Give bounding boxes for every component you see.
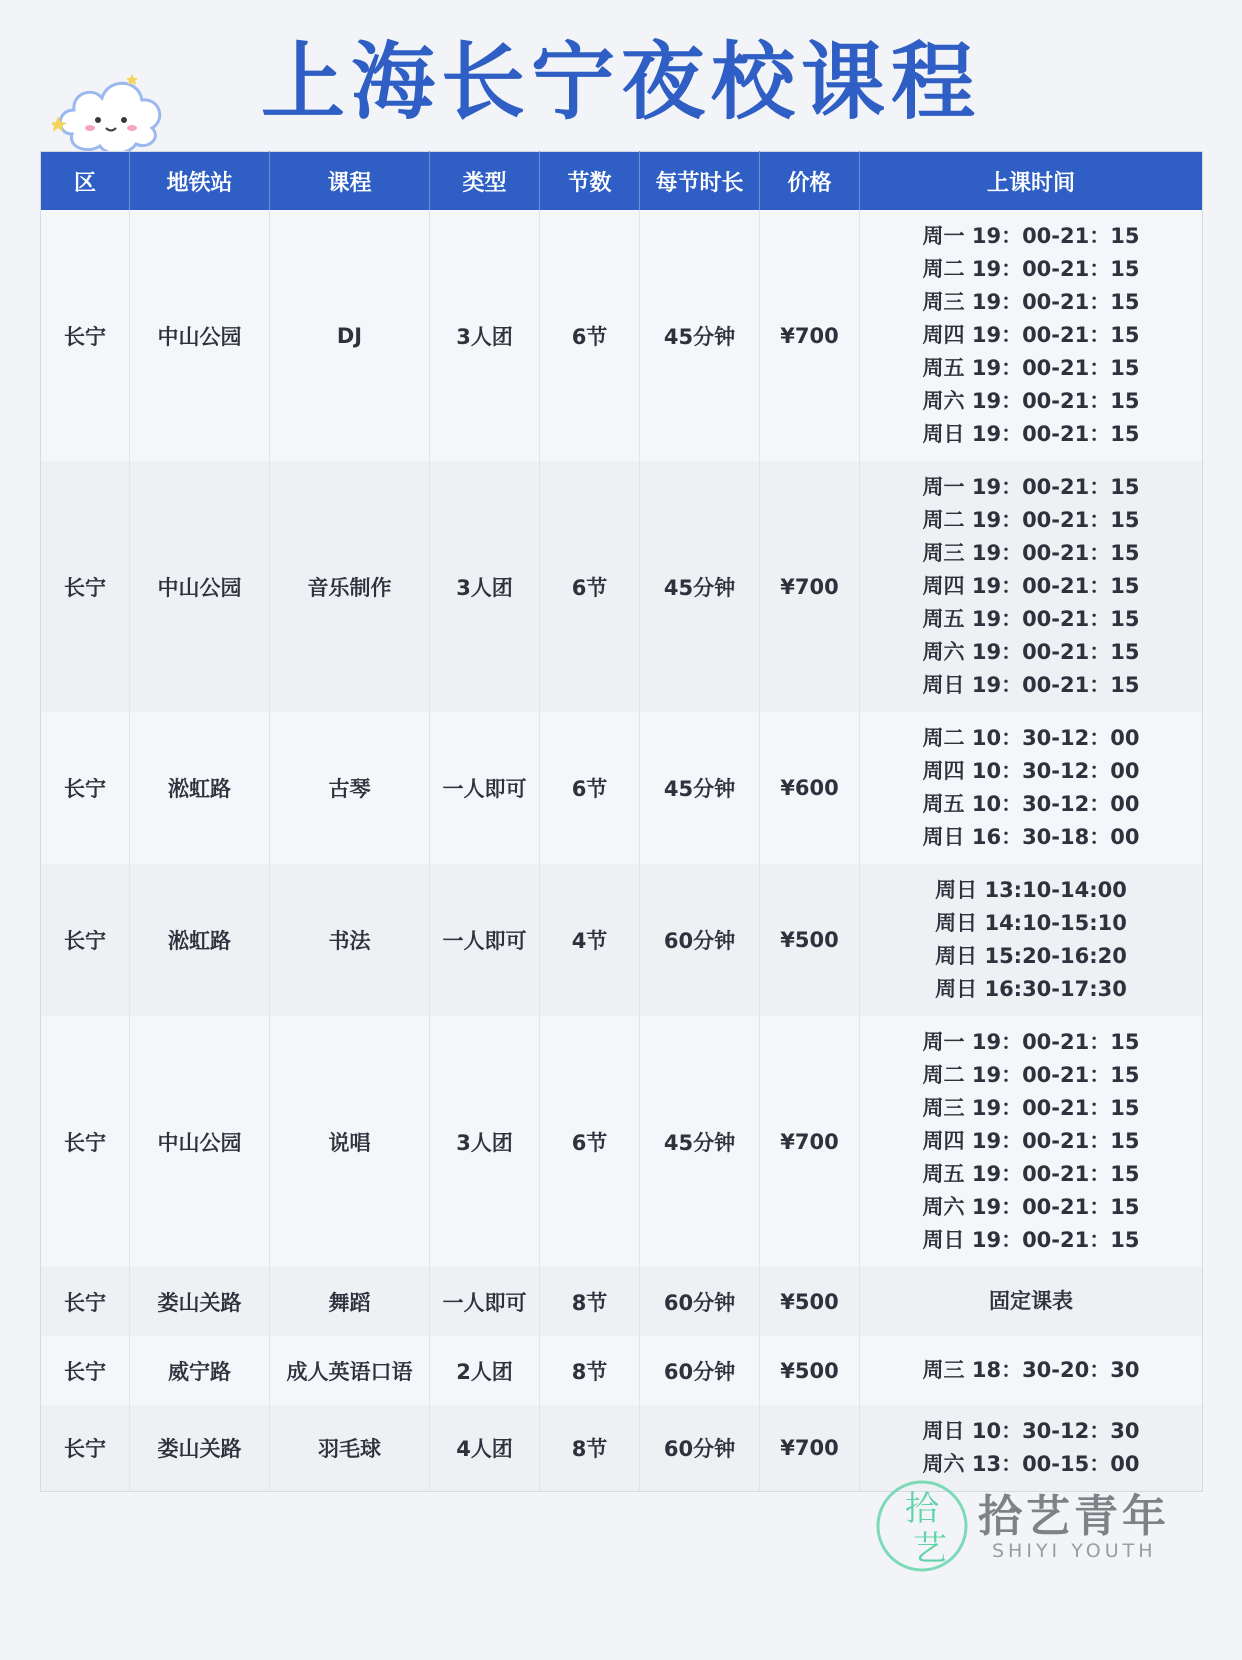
time-cell	[860, 712, 1203, 864]
time-line: 周日 10：30-12：30	[922, 1418, 1140, 1443]
table-row	[41, 864, 1203, 1016]
time-line: 周日 14:10-15:10	[935, 911, 1127, 935]
time-cell	[860, 1267, 1203, 1336]
time-line: 周六 19：00-21：15	[922, 640, 1140, 664]
table-header-row	[41, 152, 1203, 211]
type-cell: 一人即可	[430, 1267, 540, 1336]
type-cell: 3人团	[430, 210, 540, 461]
course-cell: 说唱	[270, 1016, 430, 1267]
sessions-cell: 8节	[540, 1267, 640, 1336]
type-cell: 一人即可	[430, 864, 540, 1016]
type-cell: 一人即可	[430, 712, 540, 864]
sessions-cell: 6节	[540, 210, 640, 461]
sessions-cell: 6节	[540, 461, 640, 712]
duration-cell: 60分钟	[640, 1267, 760, 1336]
time-line: 周四 10：30-12：00	[922, 759, 1140, 783]
time-line: 周五 19：00-21：15	[922, 356, 1140, 380]
brand-watermark	[872, 1474, 1192, 1584]
district-cell: 长宁	[41, 461, 130, 712]
duration-cell: 60分钟	[640, 1336, 760, 1405]
time-line: 周二 19：00-21：15	[922, 508, 1140, 532]
time-line: 周日 16：30-18：00	[922, 825, 1140, 849]
table-row	[41, 1016, 1203, 1267]
station-cell: 中山公园	[130, 1016, 270, 1267]
header-time: 上课时间	[860, 152, 1203, 211]
time-line: 固定课表	[989, 1289, 1073, 1313]
logo-char-top: 拾	[905, 1489, 939, 1529]
type-cell: 2人团	[430, 1336, 540, 1405]
time-line: 周二 19：00-21：15	[922, 1063, 1140, 1087]
course-cell: 书法	[270, 864, 430, 1016]
station-cell: 娄山关路	[130, 1405, 270, 1491]
station-cell: 中山公园	[130, 461, 270, 712]
header-type: 类型	[430, 152, 540, 211]
station-cell: 威宁路	[130, 1336, 270, 1405]
course-cell: 舞蹈	[270, 1267, 430, 1336]
time-cell	[860, 210, 1203, 461]
time-line: 周四 19：00-21：15	[922, 323, 1140, 347]
table-row	[41, 1267, 1203, 1336]
time-line: 周五 19：00-21：15	[922, 607, 1140, 631]
table-row	[41, 1336, 1203, 1405]
district-cell: 长宁	[41, 864, 130, 1016]
time-cell	[860, 1336, 1203, 1405]
brand-subtitle: SHIYI YOUTH	[992, 1540, 1157, 1562]
course-cell: 羽毛球	[270, 1405, 430, 1491]
price-cell: ¥700	[760, 1016, 860, 1267]
time-line: 周一 19：00-21：15	[922, 224, 1140, 248]
time-line: 周三 19：00-21：15	[922, 541, 1140, 565]
price-cell: ¥500	[760, 1336, 860, 1405]
price-cell: ¥600	[760, 712, 860, 864]
course-cell: 古琴	[270, 712, 430, 864]
type-cell: 3人团	[430, 461, 540, 712]
sessions-cell: 6节	[540, 712, 640, 864]
district-cell: 长宁	[41, 1016, 130, 1267]
time-line: 周日 19：00-21：15	[922, 673, 1140, 697]
time-line: 周五 19：00-21：15	[922, 1162, 1140, 1186]
time-line: 周四 19：00-21：15	[922, 1129, 1140, 1153]
time-line: 周一 19：00-21：15	[922, 1030, 1140, 1054]
district-cell: 长宁	[41, 712, 130, 864]
sessions-cell: 4节	[540, 864, 640, 1016]
course-cell: 音乐制作	[270, 461, 430, 712]
time-line: 周三 18：30-20：30	[922, 1358, 1140, 1382]
table-row	[41, 210, 1203, 461]
time-line: 周六 19：00-21：15	[922, 1195, 1140, 1219]
district-cell: 长宁	[41, 1405, 130, 1491]
station-cell: 淞虹路	[130, 712, 270, 864]
type-cell: 3人团	[430, 1016, 540, 1267]
price-cell: ¥500	[760, 1267, 860, 1336]
time-line: 周二 10：30-12：00	[922, 726, 1140, 750]
time-line: 周一 19：00-21：15	[922, 475, 1140, 499]
time-line: 周日 19：00-21：15	[922, 1228, 1140, 1252]
time-line: 周二 19：00-21：15	[922, 257, 1140, 281]
district-cell: 长宁	[41, 1336, 130, 1405]
time-line: 周日 16:30-17:30	[935, 977, 1127, 1001]
table-row	[41, 461, 1203, 712]
table-row	[41, 712, 1203, 864]
time-cell	[860, 461, 1203, 712]
time-line: 周五 10：30-12：00	[922, 792, 1140, 816]
header-station: 地铁站	[130, 152, 270, 211]
header-price: 价格	[760, 152, 860, 211]
time-line: 周日 13:10-14:00	[935, 878, 1127, 902]
duration-cell: 45分钟	[640, 461, 760, 712]
time-line: 周六 19：00-21：15	[922, 389, 1140, 413]
course-table	[40, 151, 1203, 1492]
station-cell: 娄山关路	[130, 1267, 270, 1336]
time-line: 周四 19：00-21：15	[922, 574, 1140, 598]
time-cell	[860, 864, 1203, 1016]
price-cell: ¥500	[760, 864, 860, 1016]
duration-cell: 45分钟	[640, 210, 760, 461]
time-line: 周三 19：00-21：15	[922, 1096, 1140, 1120]
brand-name: 拾艺青年	[978, 1491, 1170, 1542]
logo-char-bottom: 艺	[913, 1529, 947, 1569]
time-cell	[860, 1016, 1203, 1267]
sessions-cell: 6节	[540, 1016, 640, 1267]
price-cell: ¥700	[760, 1405, 860, 1491]
header-district: 区	[41, 152, 130, 211]
page-title: 上海长宁夜校课程	[260, 33, 981, 131]
type-cell: 4人团	[430, 1405, 540, 1491]
header-course: 课程	[270, 152, 430, 211]
time-line: 周三 19：00-21：15	[922, 290, 1140, 314]
time-line: 周日 15:20-16:20	[935, 944, 1127, 968]
price-cell: ¥700	[760, 461, 860, 712]
brand-logo-icon	[872, 1474, 972, 1578]
time-line: 周六 13：00-15：00	[922, 1451, 1140, 1476]
header-duration: 每节时长	[640, 152, 760, 211]
header-sessions: 节数	[540, 152, 640, 211]
district-cell: 长宁	[41, 1267, 130, 1336]
station-cell: 淞虹路	[130, 864, 270, 1016]
duration-cell: 45分钟	[640, 712, 760, 864]
duration-cell: 60分钟	[640, 864, 760, 1016]
district-cell: 长宁	[41, 210, 130, 461]
duration-cell: 45分钟	[640, 1016, 760, 1267]
course-cell: DJ	[270, 210, 430, 461]
duration-cell: 60分钟	[640, 1405, 760, 1491]
course-cell: 成人英语口语	[270, 1336, 430, 1405]
sessions-cell: 8节	[540, 1336, 640, 1405]
price-cell: ¥700	[760, 210, 860, 461]
time-line: 周日 19：00-21：15	[922, 422, 1140, 446]
station-cell: 中山公园	[130, 210, 270, 461]
sessions-cell: 8节	[540, 1405, 640, 1491]
